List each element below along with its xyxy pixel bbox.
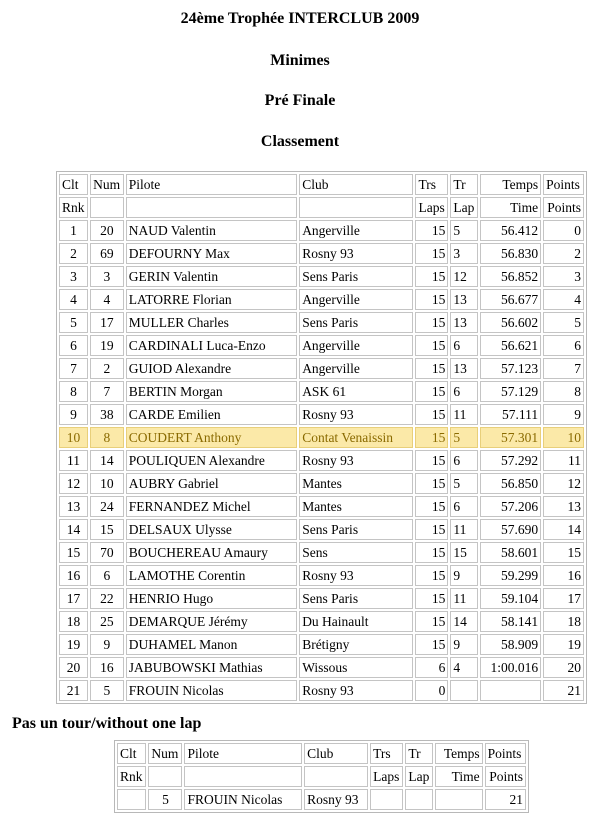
cell-time: 59.104 xyxy=(480,588,541,609)
cell-points: 12 xyxy=(543,473,584,494)
cell-driver: FROUIN Nicolas xyxy=(126,680,297,701)
cell-time: 57.129 xyxy=(480,381,541,402)
cell-laps: 15 xyxy=(415,634,448,655)
cell-num: 5 xyxy=(90,680,124,701)
cell-time: 56.621 xyxy=(480,335,541,356)
cell-rank: 13 xyxy=(59,496,88,517)
cell-time: 58.141 xyxy=(480,611,541,632)
no-lap-table xyxy=(114,740,529,813)
cell-laps: 15 xyxy=(415,220,448,241)
column-header-driver xyxy=(184,766,302,787)
cell-time: 59.299 xyxy=(480,565,541,586)
cell-laps: 6 xyxy=(415,657,448,678)
column-header-laps: Laps xyxy=(370,766,403,787)
cell-num: 17 xyxy=(90,312,124,333)
column-header-num: Num xyxy=(148,743,182,764)
cell-points: 7 xyxy=(543,358,584,379)
cell-points: 13 xyxy=(543,496,584,517)
cell-driver: COUDERT Anthony xyxy=(126,427,297,448)
column-header-points: Points xyxy=(485,743,526,764)
cell-time: 57.292 xyxy=(480,450,541,471)
cell-lap: 13 xyxy=(450,312,478,333)
cell-points: 9 xyxy=(543,404,584,425)
cell-rank: 5 xyxy=(59,312,88,333)
cell-lap: 6 xyxy=(450,381,478,402)
cell-driver: LATORRE Florian xyxy=(126,289,297,310)
cell-num: 9 xyxy=(90,634,124,655)
cell-rank: 10 xyxy=(59,427,88,448)
cell-club: Mantes xyxy=(299,473,413,494)
cell-club: Sens Paris xyxy=(299,312,413,333)
header-row-fr xyxy=(59,174,584,195)
cell-points: 17 xyxy=(543,588,584,609)
event-title: 24ème Trophée INTERCLUB 2009 xyxy=(180,10,420,27)
cell-club: Angerville xyxy=(299,335,413,356)
stage-title: Pré Finale xyxy=(264,92,336,109)
cell-lap: 6 xyxy=(450,335,478,356)
cell-driver: CARDINALI Luca-Enzo xyxy=(126,335,297,356)
cell-laps: 15 xyxy=(415,404,448,425)
cell-lap: 11 xyxy=(450,519,478,540)
cell-laps: 15 xyxy=(415,427,448,448)
cell-driver: AUBRY Gabriel xyxy=(126,473,297,494)
cell-club: Sens Paris xyxy=(299,266,413,287)
cell-club: Rosny 93 xyxy=(299,680,413,701)
cell-laps: 15 xyxy=(415,381,448,402)
column-header-club: Club xyxy=(304,743,368,764)
cell-laps: 15 xyxy=(415,289,448,310)
cell-club: Du Hainault xyxy=(299,611,413,632)
cell-time: 56.852 xyxy=(480,266,541,287)
cell-driver: GUIOD Alexandre xyxy=(126,358,297,379)
ranking-title: Classement xyxy=(260,133,340,150)
cell-driver: DELSAUX Ulysse xyxy=(126,519,297,540)
cell-lap: 13 xyxy=(450,358,478,379)
table-row xyxy=(59,266,584,287)
table-row xyxy=(59,381,584,402)
cell-lap: 12 xyxy=(450,266,478,287)
cell-num: 4 xyxy=(90,289,124,310)
cell-rank: 16 xyxy=(59,565,88,586)
cell-points: 19 xyxy=(543,634,584,655)
results-table xyxy=(56,171,587,704)
column-header-driver: Pilote xyxy=(126,174,297,195)
cell-laps: 15 xyxy=(415,243,448,264)
cell-points: 21 xyxy=(543,680,584,701)
cell-club: Angerville xyxy=(299,220,413,241)
table-row xyxy=(59,450,584,471)
cell-points: 16 xyxy=(543,565,584,586)
cell-num: 2 xyxy=(90,358,124,379)
cell-driver: NAUD Valentin xyxy=(126,220,297,241)
cell-driver: FERNANDEZ Michel xyxy=(126,496,297,517)
column-header-points: Points xyxy=(543,197,584,218)
column-header-laps: Laps xyxy=(415,197,448,218)
cell-driver: BERTIN Morgan xyxy=(126,381,297,402)
table-row xyxy=(59,335,584,356)
cell-driver: DUHAMEL Manon xyxy=(126,634,297,655)
cell-points: 21 xyxy=(485,789,526,810)
cell-num: 3 xyxy=(90,266,124,287)
column-header-points: Points xyxy=(485,766,526,787)
cell-lap: 9 xyxy=(450,565,478,586)
column-header-lap: Lap xyxy=(450,197,478,218)
cell-rank: 18 xyxy=(59,611,88,632)
cell-lap: 6 xyxy=(450,450,478,471)
cell-lap: 14 xyxy=(450,611,478,632)
cell-points: 14 xyxy=(543,519,584,540)
column-header-rank: Clt xyxy=(59,174,88,195)
cell-club: Mantes xyxy=(299,496,413,517)
column-header-time: Time xyxy=(480,197,541,218)
cell-lap: 4 xyxy=(450,657,478,678)
cell-time xyxy=(480,680,541,701)
cell-laps: 15 xyxy=(415,450,448,471)
cell-num: 22 xyxy=(90,588,124,609)
cell-rank: 9 xyxy=(59,404,88,425)
cell-lap: 11 xyxy=(450,588,478,609)
column-header-rank: Clt xyxy=(117,743,146,764)
cell-points: 2 xyxy=(543,243,584,264)
cell-driver: DEMARQUE Jérémy xyxy=(126,611,297,632)
cell-club: Angerville xyxy=(299,289,413,310)
cell-laps: 15 xyxy=(415,588,448,609)
cell-rank: 11 xyxy=(59,450,88,471)
cell-laps: 15 xyxy=(415,335,448,356)
cell-time: 56.830 xyxy=(480,243,541,264)
cell-num: 10 xyxy=(90,473,124,494)
cell-lap: 13 xyxy=(450,289,478,310)
column-header-num: Num xyxy=(90,174,124,195)
cell-club: Rosny 93 xyxy=(299,404,413,425)
cell-lap: 5 xyxy=(450,427,478,448)
column-header-rank: Rnk xyxy=(59,197,88,218)
cell-club: Sens Paris xyxy=(299,588,413,609)
cell-time: 57.206 xyxy=(480,496,541,517)
cell-num: 15 xyxy=(90,519,124,540)
cell-club: Rosny 93 xyxy=(299,565,413,586)
cell-lap xyxy=(450,680,478,701)
column-header-lap: Tr xyxy=(405,743,433,764)
cell-points: 5 xyxy=(543,312,584,333)
cell-lap: 11 xyxy=(450,404,478,425)
cell-rank: 4 xyxy=(59,289,88,310)
cell-laps: 15 xyxy=(415,519,448,540)
cell-num: 7 xyxy=(90,381,124,402)
column-header-time: Time xyxy=(435,766,482,787)
cell-club: Rosny 93 xyxy=(299,450,413,471)
cell-time: 58.601 xyxy=(480,542,541,563)
cell-lap xyxy=(405,789,433,810)
column-header-laps: Trs xyxy=(415,174,448,195)
cell-laps: 15 xyxy=(415,312,448,333)
cell-laps: 15 xyxy=(415,266,448,287)
cell-points: 20 xyxy=(543,657,584,678)
column-header-time: Temps xyxy=(435,743,482,764)
cell-rank: 12 xyxy=(59,473,88,494)
cell-points: 10 xyxy=(543,427,584,448)
cell-rank: 19 xyxy=(59,634,88,655)
table-row xyxy=(59,519,584,540)
column-header-club xyxy=(304,766,368,787)
cell-lap: 3 xyxy=(450,243,478,264)
table-row xyxy=(59,243,584,264)
cell-rank xyxy=(117,789,146,810)
cell-points: 6 xyxy=(543,335,584,356)
column-header-points: Points xyxy=(543,174,584,195)
cell-points: 18 xyxy=(543,611,584,632)
cell-laps xyxy=(370,789,403,810)
cell-points: 8 xyxy=(543,381,584,402)
cell-time: 57.111 xyxy=(480,404,541,425)
cell-num: 25 xyxy=(90,611,124,632)
cell-club: Brétigny xyxy=(299,634,413,655)
cell-rank: 3 xyxy=(59,266,88,287)
cell-lap: 6 xyxy=(450,496,478,517)
cell-laps: 15 xyxy=(415,473,448,494)
cell-num: 20 xyxy=(90,220,124,241)
column-header-lap: Lap xyxy=(405,766,433,787)
cell-laps: 15 xyxy=(415,542,448,563)
cell-laps: 15 xyxy=(415,611,448,632)
cell-club: Sens Paris xyxy=(299,519,413,540)
table-row xyxy=(59,404,584,425)
cell-rank: 15 xyxy=(59,542,88,563)
cell-num: 14 xyxy=(90,450,124,471)
table-row xyxy=(59,220,584,241)
cell-lap: 5 xyxy=(450,220,478,241)
table-row xyxy=(59,496,584,517)
cell-driver: BOUCHEREAU Amaury xyxy=(126,542,297,563)
cell-rank: 8 xyxy=(59,381,88,402)
column-header-rank: Rnk xyxy=(117,766,146,787)
cell-points: 3 xyxy=(543,266,584,287)
table-row xyxy=(59,611,584,632)
cell-laps: 15 xyxy=(415,565,448,586)
cell-club: Contat Venaissin xyxy=(299,427,413,448)
cell-rank: 14 xyxy=(59,519,88,540)
cell-rank: 7 xyxy=(59,358,88,379)
cell-driver: JABUBOWSKI Mathias xyxy=(126,657,297,678)
cell-club: Sens xyxy=(299,542,413,563)
cell-rank: 1 xyxy=(59,220,88,241)
cell-driver: MULLER Charles xyxy=(126,312,297,333)
cell-driver: CARDE Emilien xyxy=(126,404,297,425)
cell-time: 56.677 xyxy=(480,289,541,310)
cell-num: 6 xyxy=(90,565,124,586)
table-row xyxy=(59,542,584,563)
cell-driver: FROUIN Nicolas xyxy=(184,789,302,810)
column-header-lap: Tr xyxy=(450,174,478,195)
cell-rank: 20 xyxy=(59,657,88,678)
table-row xyxy=(59,634,584,655)
category-title: Minimes xyxy=(270,52,330,69)
cell-lap: 15 xyxy=(450,542,478,563)
cell-time xyxy=(435,789,482,810)
table-row xyxy=(59,657,584,678)
cell-laps: 15 xyxy=(415,358,448,379)
header-row-fr xyxy=(117,743,526,764)
cell-lap: 9 xyxy=(450,634,478,655)
cell-points: 0 xyxy=(543,220,584,241)
table-row xyxy=(59,588,584,609)
cell-time: 56.602 xyxy=(480,312,541,333)
cell-points: 11 xyxy=(543,450,584,471)
cell-driver: LAMOTHE Corentin xyxy=(126,565,297,586)
cell-num: 5 xyxy=(148,789,182,810)
cell-time: 58.909 xyxy=(480,634,541,655)
cell-club: ASK 61 xyxy=(299,381,413,402)
no-lap-section-title: Pas un tour/without one lap xyxy=(12,715,202,732)
table-row xyxy=(59,427,584,448)
cell-num: 16 xyxy=(90,657,124,678)
cell-laps: 0 xyxy=(415,680,448,701)
cell-driver: DEFOURNY Max xyxy=(126,243,297,264)
table-row xyxy=(59,358,584,379)
cell-rank: 6 xyxy=(59,335,88,356)
cell-num: 70 xyxy=(90,542,124,563)
cell-time: 1:00.016 xyxy=(480,657,541,678)
column-header-num xyxy=(90,197,124,218)
cell-club: Rosny 93 xyxy=(304,789,368,810)
cell-laps: 15 xyxy=(415,496,448,517)
cell-points: 15 xyxy=(543,542,584,563)
cell-time: 57.690 xyxy=(480,519,541,540)
cell-time: 56.412 xyxy=(480,220,541,241)
cell-num: 19 xyxy=(90,335,124,356)
cell-driver: HENRIO Hugo xyxy=(126,588,297,609)
column-header-laps: Trs xyxy=(370,743,403,764)
column-header-num xyxy=(148,766,182,787)
column-header-driver: Pilote xyxy=(184,743,302,764)
cell-num: 38 xyxy=(90,404,124,425)
header-row-en xyxy=(59,197,584,218)
cell-rank: 21 xyxy=(59,680,88,701)
cell-points: 4 xyxy=(543,289,584,310)
cell-driver: POULIQUEN Alexandre xyxy=(126,450,297,471)
table-row xyxy=(59,312,584,333)
cell-time: 56.850 xyxy=(480,473,541,494)
table-row xyxy=(59,680,584,701)
cell-club: Wissous xyxy=(299,657,413,678)
cell-time: 57.301 xyxy=(480,427,541,448)
table-row xyxy=(59,565,584,586)
cell-lap: 5 xyxy=(450,473,478,494)
table-row xyxy=(117,789,526,810)
cell-club: Angerville xyxy=(299,358,413,379)
column-header-time: Temps xyxy=(480,174,541,195)
cell-rank: 2 xyxy=(59,243,88,264)
table-row xyxy=(59,289,584,310)
column-header-club xyxy=(299,197,413,218)
cell-rank: 17 xyxy=(59,588,88,609)
column-header-club: Club xyxy=(299,174,413,195)
cell-num: 24 xyxy=(90,496,124,517)
column-header-driver xyxy=(126,197,297,218)
header-row-en xyxy=(117,766,526,787)
cell-num: 8 xyxy=(90,427,124,448)
cell-club: Rosny 93 xyxy=(299,243,413,264)
cell-num: 69 xyxy=(90,243,124,264)
cell-driver: GERIN Valentin xyxy=(126,266,297,287)
table-row xyxy=(59,473,584,494)
cell-time: 57.123 xyxy=(480,358,541,379)
